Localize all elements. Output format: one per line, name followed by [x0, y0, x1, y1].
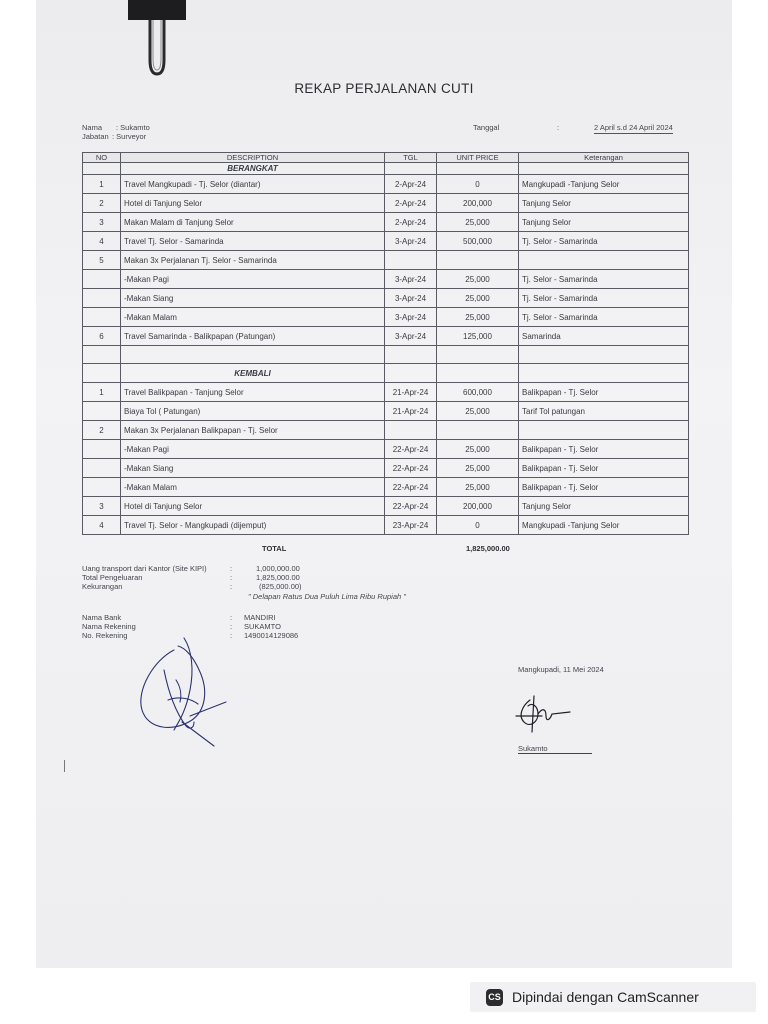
cell-description: Makan 3x Perjalanan Balikpapan - Tj. Selor [121, 421, 385, 440]
cell-description: -Makan Siang [121, 289, 385, 308]
cell-tgl: 2-Apr-24 [385, 175, 437, 194]
table-row [83, 402, 689, 421]
section-cell-empty [437, 163, 519, 175]
cell-no [83, 440, 121, 459]
cell-unit-price: 25,000 [437, 289, 519, 308]
camscanner-logo-icon: CS [486, 989, 503, 1006]
cell-tgl: 3-Apr-24 [385, 270, 437, 289]
total-value: 1,825,000.00 [466, 544, 510, 553]
table-row [83, 516, 689, 535]
cell-keterangan: Balikpapan - Tj. Selor [519, 383, 689, 402]
cell-description: Makan Malam di Tanjung Selor [121, 213, 385, 232]
cell-no: 3 [83, 497, 121, 516]
signer-name: Sukamto [518, 744, 592, 754]
cell-description: -Makan Siang [121, 459, 385, 478]
cell-no: 6 [83, 327, 121, 346]
cell-unit-price: 0 [437, 516, 519, 535]
cell-unit-price: 25,000 [437, 213, 519, 232]
cell-tgl: 21-Apr-24 [385, 383, 437, 402]
summary-value: (825,000.00) [259, 582, 302, 591]
summary-colon: : [230, 564, 233, 573]
cell-keterangan: Tanjung Selor [519, 213, 689, 232]
cell-keterangan: Tj. Selor - Samarinda [519, 232, 689, 251]
table-row [83, 289, 689, 308]
table-row [83, 213, 689, 232]
summary-label: Total Pengeluaran [82, 573, 143, 582]
cell-keterangan: Tarif Tol patungan [519, 402, 689, 421]
bank-value: SUKAMTO [244, 622, 281, 631]
cell-keterangan: Mangkupadi -Tanjung Selor [519, 175, 689, 194]
tanggal-label: Tanggal [473, 123, 500, 132]
section-cell-empty [385, 364, 437, 383]
cell-unit-price: 25,000 [437, 402, 519, 421]
bank-label: Nama Rekening [82, 622, 136, 631]
total-label: TOTAL [262, 544, 287, 553]
summary-label: Uang transport dari Kantor (Site KIPI) [82, 564, 207, 573]
summary-colon: : [230, 582, 233, 591]
summary-value: 1,000,000.00 [256, 564, 300, 573]
margin-mark [64, 760, 65, 772]
cell-description: Travel Mangkupadi - Tj. Selor (diantar) [121, 175, 385, 194]
table-row [83, 421, 689, 440]
bank-colon: : [230, 631, 233, 640]
cell-tgl: 2-Apr-24 [385, 194, 437, 213]
cell-no: 3 [83, 213, 121, 232]
expense-table [82, 152, 689, 535]
table-row [83, 251, 689, 270]
table-row [83, 459, 689, 478]
cell-tgl: 23-Apr-24 [385, 516, 437, 535]
cell-no: 2 [83, 194, 121, 213]
table-row [83, 270, 689, 289]
table-row [83, 232, 689, 251]
terbilang-text: " Delapan Ratus Dua Puluh Lima Ribu Rupiah " [248, 592, 406, 601]
cell-description: Makan 3x Perjalanan Tj. Selor - Samarinda [121, 251, 385, 270]
cell-no [83, 308, 121, 327]
cell-no: 1 [83, 383, 121, 402]
cell-tgl: 22-Apr-24 [385, 440, 437, 459]
section-cell-empty [83, 364, 121, 383]
bank-colon: : [230, 613, 233, 622]
summary-label: Kekurangan [82, 582, 123, 591]
cell-description: Hotel di Tanjung Selor [121, 497, 385, 516]
cell-no [83, 289, 121, 308]
spacer-cell [437, 346, 519, 364]
cell-keterangan: Balikpapan - Tj. Selor [519, 459, 689, 478]
cell-keterangan: Tj. Selor - Samarinda [519, 308, 689, 327]
handwritten-signature-icon [512, 692, 576, 738]
spacer-cell [519, 346, 689, 364]
cell-unit-price: 25,000 [437, 308, 519, 327]
bank-colon: : [230, 622, 233, 631]
cell-tgl: 3-Apr-24 [385, 308, 437, 327]
cell-no [83, 270, 121, 289]
nama-value: : Sukamto [116, 123, 150, 132]
cell-keterangan: Balikpapan - Tj. Selor [519, 478, 689, 497]
section-berangkat-row [83, 163, 689, 175]
cell-unit-price: 25,000 [437, 270, 519, 289]
cell-no: 5 [83, 251, 121, 270]
cell-description: Travel Tj. Selor - Mangkupadi (dijemput) [121, 516, 385, 535]
table-row [83, 440, 689, 459]
cell-tgl: 3-Apr-24 [385, 232, 437, 251]
header-keterangan: Keterangan [519, 153, 689, 163]
cell-unit-price: 500,000 [437, 232, 519, 251]
cell-description: -Makan Pagi [121, 270, 385, 289]
cell-keterangan: Balikpapan - Tj. Selor [519, 440, 689, 459]
cell-description: Biaya Tol ( Patungan) [121, 402, 385, 421]
cell-unit-price [437, 251, 519, 270]
cell-tgl: 22-Apr-24 [385, 459, 437, 478]
cell-tgl: 3-Apr-24 [385, 289, 437, 308]
spacer-row [83, 346, 689, 364]
table-header-row [83, 153, 689, 163]
table-row [83, 175, 689, 194]
cell-unit-price: 600,000 [437, 383, 519, 402]
table-row [83, 478, 689, 497]
spacer-cell [121, 346, 385, 364]
cell-description: Travel Balikpapan - Tanjung Selor [121, 383, 385, 402]
section-cell-empty [519, 364, 689, 383]
cell-keterangan [519, 421, 689, 440]
bank-label: No. Rekening [82, 631, 128, 640]
table-row [83, 308, 689, 327]
handwritten-signature-icon [134, 630, 234, 750]
cell-no [83, 402, 121, 421]
bank-value: 1490014129086 [244, 631, 299, 640]
cell-no: 1 [83, 175, 121, 194]
section-cell-empty [385, 163, 437, 175]
section-berangkat-label: BERANGKAT [121, 163, 385, 175]
spacer-cell [385, 346, 437, 364]
cell-no [83, 478, 121, 497]
camscanner-text: Dipindai dengan CamScanner [512, 989, 699, 1005]
table-row [83, 497, 689, 516]
cell-description: Travel Tj. Selor - Samarinda [121, 232, 385, 251]
section-cell-empty [437, 364, 519, 383]
jabatan-value: : Surveyor [112, 132, 147, 141]
camscanner-watermark [470, 982, 756, 1012]
cell-tgl [385, 251, 437, 270]
summary-value: 1,825,000.00 [256, 573, 300, 582]
cell-description: -Makan Malam [121, 478, 385, 497]
nama-label: Nama [82, 123, 103, 132]
header-unit-price: UNIT PRICE [437, 153, 519, 163]
jabatan-label: Jabatan [82, 132, 109, 141]
cell-unit-price: 200,000 [437, 497, 519, 516]
header-description: DESCRIPTION [121, 153, 385, 163]
cell-unit-price: 25,000 [437, 440, 519, 459]
cell-description: Hotel di Tanjung Selor [121, 194, 385, 213]
signature-place-date: Mangkupadi, 11 Mei 2024 [518, 665, 604, 674]
section-kembali-row [83, 364, 689, 383]
bank-label: Nama Bank [82, 613, 122, 622]
table-row [83, 327, 689, 346]
tanggal-colon: : [557, 123, 560, 132]
cell-keterangan: Tanjung Selor [519, 497, 689, 516]
cell-tgl: 3-Apr-24 [385, 327, 437, 346]
cell-tgl: 2-Apr-24 [385, 213, 437, 232]
cell-unit-price: 25,000 [437, 459, 519, 478]
cell-tgl [385, 421, 437, 440]
cell-description: -Makan Malam [121, 308, 385, 327]
cell-no: 4 [83, 516, 121, 535]
cell-no [83, 459, 121, 478]
cell-tgl: 22-Apr-24 [385, 478, 437, 497]
bank-value: MANDIRI [244, 613, 276, 622]
document-title: REKAP PERJALANAN CUTI [294, 81, 474, 96]
cell-unit-price: 200,000 [437, 194, 519, 213]
cell-unit-price: 0 [437, 175, 519, 194]
cell-unit-price: 25,000 [437, 478, 519, 497]
section-cell-empty [83, 163, 121, 175]
cell-keterangan: Tanjung Selor [519, 194, 689, 213]
section-kembali-label: KEMBALI [121, 364, 385, 383]
cell-no: 4 [83, 232, 121, 251]
cell-keterangan: Mangkupadi -Tanjung Selor [519, 516, 689, 535]
cell-no: 2 [83, 421, 121, 440]
table-row [83, 383, 689, 402]
cell-keterangan: Samarinda [519, 327, 689, 346]
cell-unit-price: 125,000 [437, 327, 519, 346]
cell-keterangan: Tj. Selor - Samarinda [519, 270, 689, 289]
header-tgl: TGL [385, 153, 437, 163]
tanggal-value: 2 April s.d 24 April 2024 [594, 123, 673, 132]
cell-keterangan: Tj. Selor - Samarinda [519, 289, 689, 308]
table-row [83, 194, 689, 213]
cell-unit-price [437, 421, 519, 440]
spacer-cell [83, 346, 121, 364]
cell-keterangan [519, 251, 689, 270]
header-no: NO [83, 153, 121, 163]
cell-description: Travel Samarinda - Balikpapan (Patungan) [121, 327, 385, 346]
cell-tgl: 21-Apr-24 [385, 402, 437, 421]
cell-description: -Makan Pagi [121, 440, 385, 459]
binder-clip-icon [128, 0, 186, 80]
cell-tgl: 22-Apr-24 [385, 497, 437, 516]
section-cell-empty [519, 163, 689, 175]
summary-colon: : [230, 573, 233, 582]
